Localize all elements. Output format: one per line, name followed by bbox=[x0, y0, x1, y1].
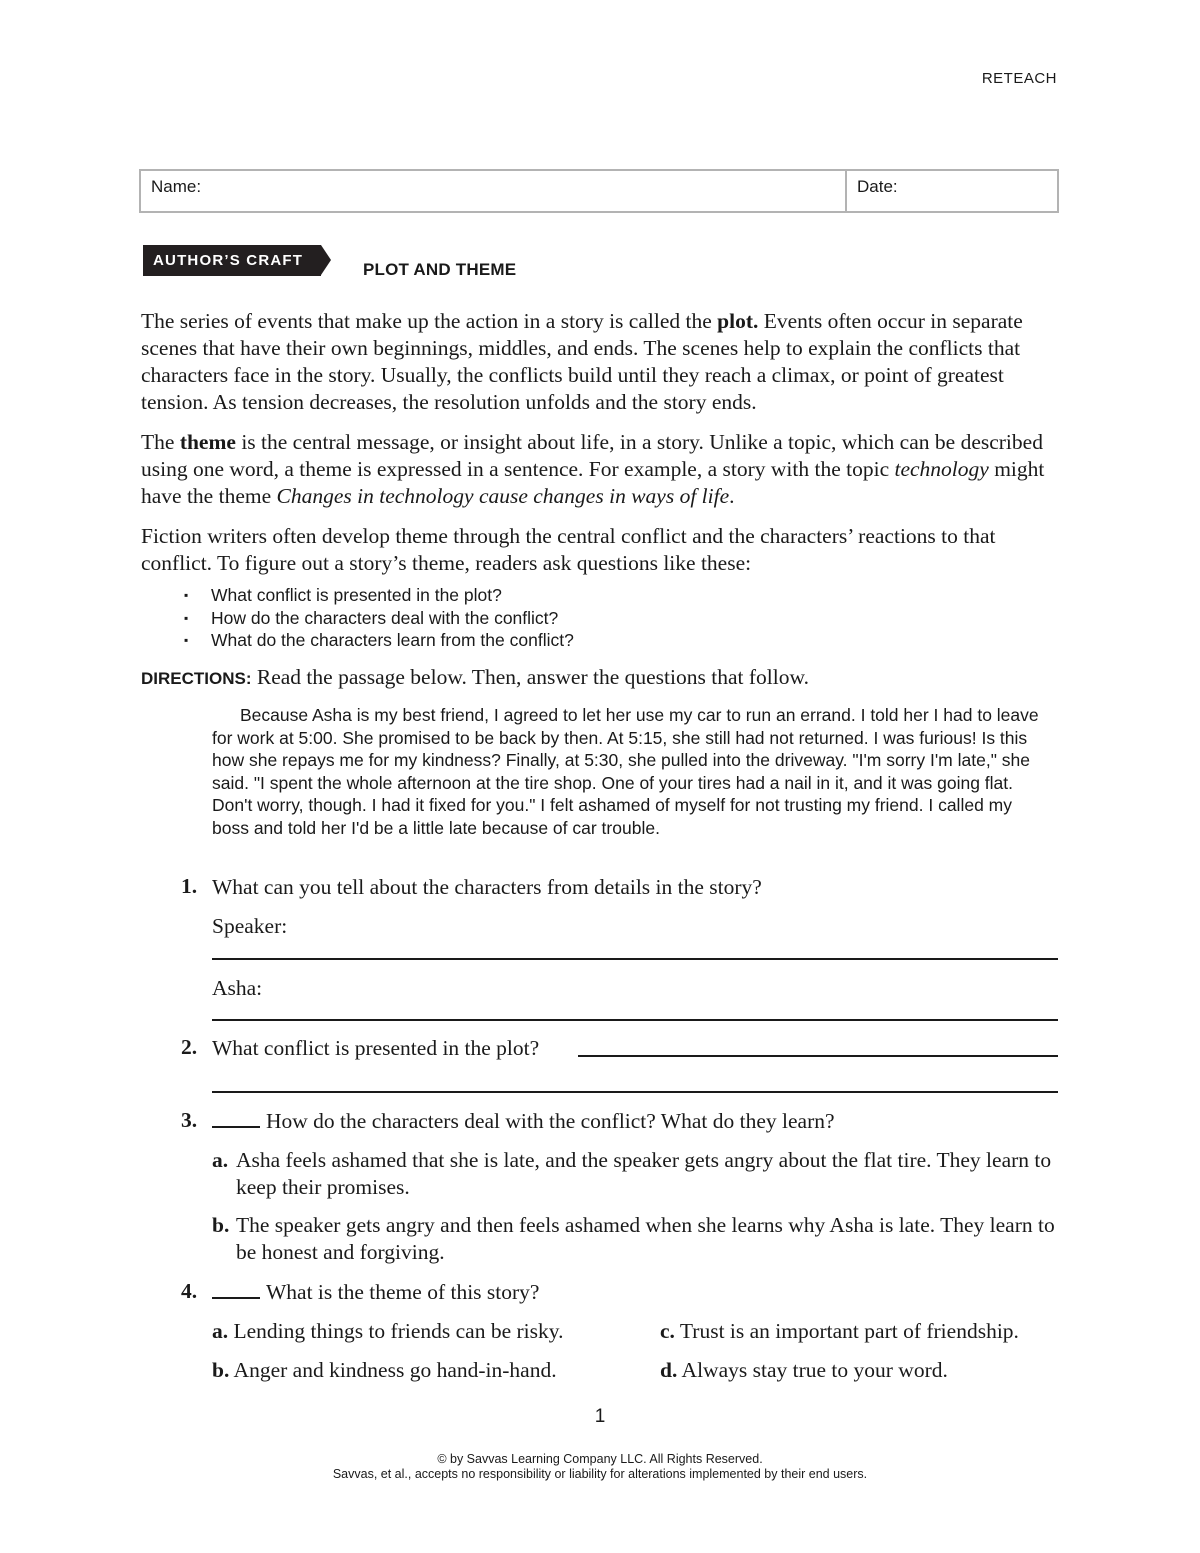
answer-blank[interactable] bbox=[212, 1108, 260, 1128]
question-1-number: 1. bbox=[181, 874, 198, 898]
question-3 bbox=[212, 1108, 835, 1135]
question-2-number: 2. bbox=[181, 1035, 198, 1059]
section-title: PLOT AND THEME bbox=[363, 260, 517, 279]
disclaimer-line: Savvas, et al., accepts no responsibility or liability for alterations implemented by their end users. bbox=[332, 1467, 868, 1481]
question-2-text: What conflict is presented in the plot? bbox=[212, 1036, 540, 1060]
list-item: ▪ How do the characters deal with the conflict? bbox=[184, 607, 574, 630]
question-4-option-d: d. Always stay true to your word. bbox=[660, 1358, 948, 1382]
name-field[interactable] bbox=[141, 171, 847, 211]
asha-answer-line[interactable] bbox=[212, 1019, 1058, 1021]
question-3-text: How do the characters deal with the conflict? What do they learn? bbox=[266, 1109, 835, 1133]
question-3-option-b-text: The speaker gets angry and then feels ashamed when she learns why Asha is late. They learn to be honest and forgiving. bbox=[236, 1213, 1055, 1264]
authors-craft-tag: AUTHOR’S CRAFT bbox=[143, 245, 321, 276]
name-date-box bbox=[139, 169, 1059, 213]
page-number: 1 bbox=[594, 1406, 606, 1427]
copyright-footer bbox=[0, 1452, 1200, 1482]
name-label: Name: bbox=[151, 177, 202, 196]
question-3-option-a-text: Asha feels ashamed that she is late, and the speaker gets angry about the flat tire. They learn to keep their promises. bbox=[236, 1148, 1052, 1199]
question-4-text: What is the theme of this story? bbox=[266, 1280, 540, 1304]
question-3-number: 3. bbox=[181, 1108, 198, 1132]
question-4-option-b: b. Anger and kindness go hand-in-hand. bbox=[212, 1358, 557, 1382]
list-item: ▪ What conflict is presented in the plot? bbox=[184, 584, 574, 607]
question-4 bbox=[212, 1279, 539, 1306]
date-field[interactable] bbox=[847, 171, 1057, 211]
plot-term: plot. bbox=[717, 309, 759, 333]
question-4-number: 4. bbox=[181, 1279, 198, 1303]
intro-paragraph-theme: The theme is the central message, or insight about life, in a story. Unlike a topic, which can be described using one word, a theme is expressed in a sentence. For example, a story with the topic technology might have the theme Changes in technology cause changes in ways of life. bbox=[141, 430, 1045, 508]
reading-passage: Because Asha is my best friend, I agreed to let her use my car to run an errand. I told her I had to leave for work at 5:00. She promised to be back by then. At 5:15, she still had not returned. I was furious! Is this how she repays me for my kindness? Finally, at 5:30, she pulled into the driveway. "I'm sorry I'm late," she said. "I spent the whole afternoon at the tire shop. One of your tires had a nail in it, and it was going flat. Don't worry, though. I had it fixed for you." I felt ashamed of myself for not trusting my friend. I called my boss and told her I'd be a little late because of car trouble. bbox=[212, 705, 1039, 838]
question-1-text: What can you tell about the characters from details in the story? bbox=[212, 875, 762, 899]
intro-paragraph-questions: Fiction writers often develop theme through the central conflict and the characters’ reactions to that conflict. To figure out a story’s theme, readers ask questions like these: bbox=[141, 524, 996, 575]
asha-label: Asha: bbox=[212, 976, 263, 1000]
directions: DIRECTIONS: Read the passage below. Then, answer the questions that follow. bbox=[141, 665, 809, 689]
copyright-line: © by Savvas Learning Company LLC. All Rights Reserved. bbox=[437, 1452, 763, 1466]
theme-term: theme bbox=[179, 430, 236, 454]
question-4-option-c: c. Trust is an important part of friendship. bbox=[660, 1319, 1019, 1343]
speaker-answer-line[interactable] bbox=[212, 958, 1058, 960]
question-bullet-list bbox=[184, 584, 574, 652]
speaker-label: Speaker: bbox=[212, 914, 288, 938]
question-4-option-a: a. Lending things to friends can be risky. bbox=[212, 1319, 564, 1343]
conflict-answer-line[interactable] bbox=[578, 1055, 1058, 1057]
intro-paragraph-plot: The series of events that make up the action in a story is called the plot. Events often occur in separate scenes that have their own beginnings, middles, and ends. The scenes help to explain the conflicts that characters face in the story. Usually, the conflicts build until they reach a climax, or point of greatest tension. As tension decreases, the resolution unfolds and the story ends. bbox=[141, 309, 1023, 414]
date-label: Date: bbox=[857, 177, 898, 196]
answer-blank[interactable] bbox=[212, 1279, 260, 1299]
directions-label: DIRECTIONS: bbox=[141, 669, 252, 688]
question-3-option-a: a. bbox=[212, 1148, 229, 1172]
reteach-label: RETEACH bbox=[981, 70, 1057, 87]
question-3-option-b: b. bbox=[212, 1213, 230, 1237]
conflict-answer-line-2[interactable] bbox=[212, 1091, 1058, 1093]
list-item: ▪ What do the characters learn from the conflict? bbox=[184, 629, 574, 652]
